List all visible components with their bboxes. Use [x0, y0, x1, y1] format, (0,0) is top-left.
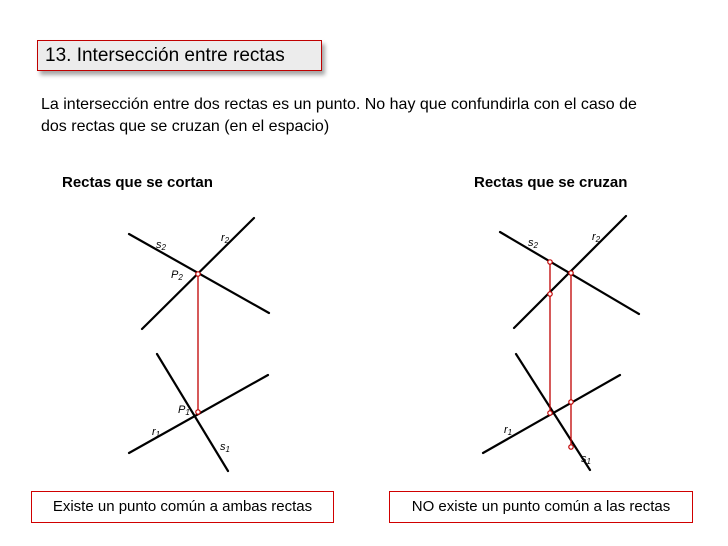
- right-label-s2: s2: [528, 237, 538, 250]
- right-point-2: [569, 271, 573, 275]
- right-heading: Rectas que se cruzan: [474, 174, 628, 191]
- intro-text: La intersección entre dos rectas es un punto. No hay que confundirla con el caso de dos rectas que se cruzan (en el espacio): [41, 96, 637, 135]
- left-line-s1: [157, 354, 228, 471]
- right-point-3: [548, 292, 552, 296]
- left-diagram: [129, 218, 269, 471]
- left-caption: Existe un punto común a ambas rectas: [31, 491, 334, 523]
- right-point-6: [569, 445, 573, 449]
- label-s2: s2: [156, 239, 166, 252]
- page-title: 13. Intersección entre rectas: [45, 45, 285, 66]
- label-s1: s1: [220, 441, 230, 454]
- right-line-s1: [516, 354, 590, 470]
- left-heading: Rectas que se cortan: [62, 174, 213, 191]
- point-p1: [196, 410, 200, 414]
- label-p2: P2: [171, 269, 183, 282]
- label-p1: P1: [178, 404, 190, 417]
- label-r1: r1: [152, 426, 161, 439]
- right-label-s1: s1: [581, 453, 591, 466]
- right-label-r2: r2: [592, 231, 601, 244]
- right-point-4: [569, 400, 573, 404]
- label-r2: r2: [221, 232, 230, 245]
- right-caption: NO existe un punto común a las rectas: [389, 491, 693, 523]
- right-point-1: [548, 260, 552, 264]
- right-label-r1: r1: [504, 424, 513, 437]
- point-p2: [196, 272, 200, 276]
- right-point-5: [548, 411, 552, 415]
